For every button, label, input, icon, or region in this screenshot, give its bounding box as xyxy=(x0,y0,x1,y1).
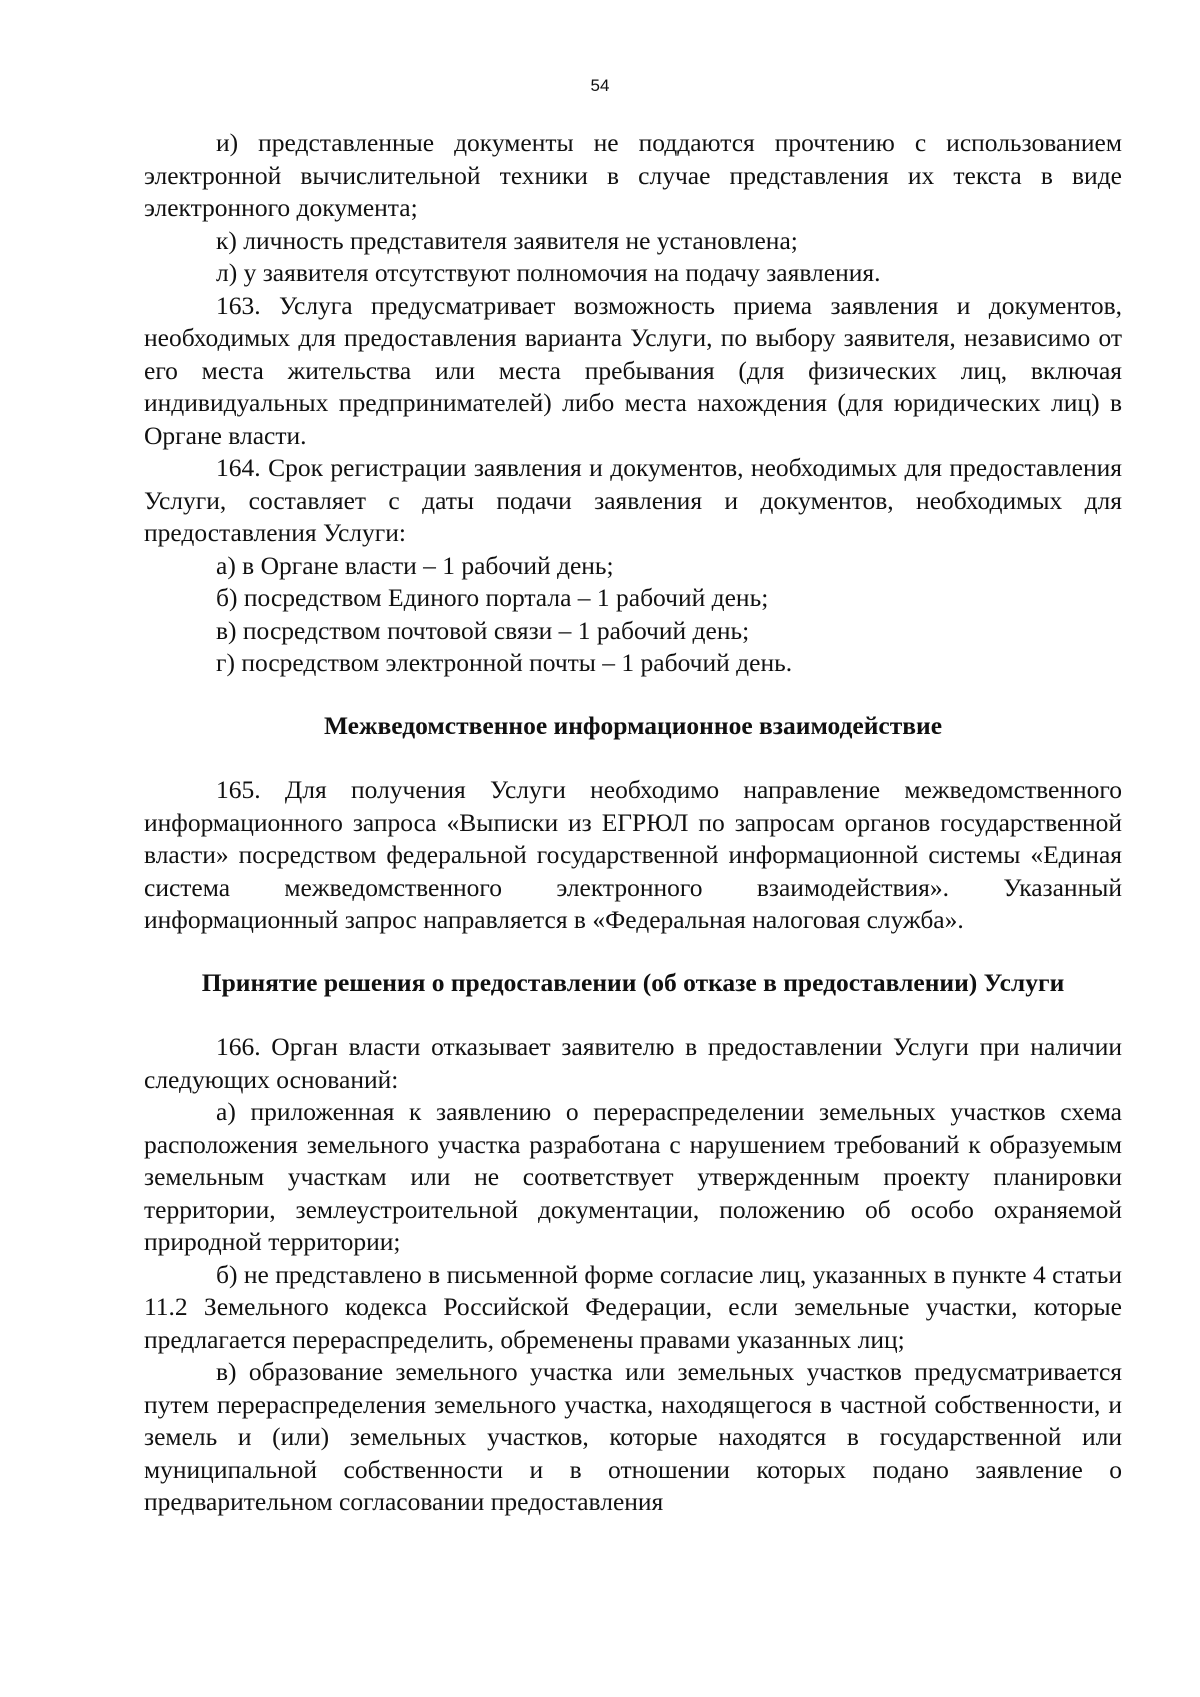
page-number: 54 xyxy=(590,76,610,95)
paragraph-l: л) у заявителя отсутствуют полномочия на подачу заявления. xyxy=(216,258,881,287)
list-item-b: б) посредством Единого портала – 1 рабочий день; xyxy=(216,583,769,612)
paragraph-166: 166. Орган власти отказывает заявителю в предоставлении Услуги при наличии следующих оснований: xyxy=(144,1032,1122,1094)
ground-v: в) образование земельного участка или земельных участков предусматривается путем перераспределения земельного участка, находящегося в частной собственности, и земель и (или) земельных участков, которые находятся в государственной или муниципальной собственности и в отношении которых подано заявление о предварительном согласовании предоставления xyxy=(144,1357,1122,1516)
paragraph-165: 165. Для получения Услуги необходимо направление межведомственного информационного запроса «Выписки из ЕГРЮЛ по запросам органов государственной власти» посредством федеральной государственной информационной системы «Единая система межведомственного электронного взаимодействия». Указанный информационный запрос направляется в «Федеральная налоговая служба». xyxy=(144,775,1122,934)
ground-a: а) приложенная к заявлению о перераспределении земельных участков схема расположения земельного участка разработана с нарушением требований к образуемым земельным участкам или не соответствует утвержденным проекту планировки территории, землеустроительной документации, положению об особо охраняемой природной территории; xyxy=(144,1097,1122,1256)
ground-b: б) не представлено в письменной форме согласие лиц, указанных в пункте 4 статьи 11.2 Земельного кодекса Российской Федерации, если земельные участки, которые предлагается перераспределить, обременены правами указанных лиц; xyxy=(144,1259,1122,1354)
document-body xyxy=(144,127,1122,1519)
section-heading-interagency: Межведомственное информационное взаимодействие xyxy=(323,710,943,740)
paragraph-k: к) личность представителя заявителя не установлена; xyxy=(216,225,798,255)
list-item-v: в) посредством почтовой связи – 1 рабочий день; xyxy=(216,615,750,645)
paragraph-163: 163. Услуга предусматривает возможность приема заявления и документов, необходимых для предоставления варианта Услуги, по выбору заявителя, независимо от его места жительства или места пребывания (для физических лиц, включая индивидуальных предпринимателей) либо места нахождения (для юридических лиц) в Органе власти. xyxy=(144,290,1122,450)
paragraph-i: и) представленные документы не поддаются прочтению с использованием электронной вычислительной техники в случае представления их текста в виде электронного документа; xyxy=(144,128,1122,222)
section-heading-decision: Принятие решения о предоставлении (об отказе в предоставлении) Услуги xyxy=(201,967,1065,997)
list-item-g: г) посредством электронной почты – 1 рабочий день. xyxy=(216,648,793,677)
paragraph-164: 164. Срок регистрации заявления и документов, необходимых для предоставления Услуги, составляет с даты подачи заявления и документов, необходимых для предоставления Услуги: xyxy=(144,453,1122,547)
list-item-a: а) в Органе власти – 1 рабочий день; xyxy=(216,550,614,580)
